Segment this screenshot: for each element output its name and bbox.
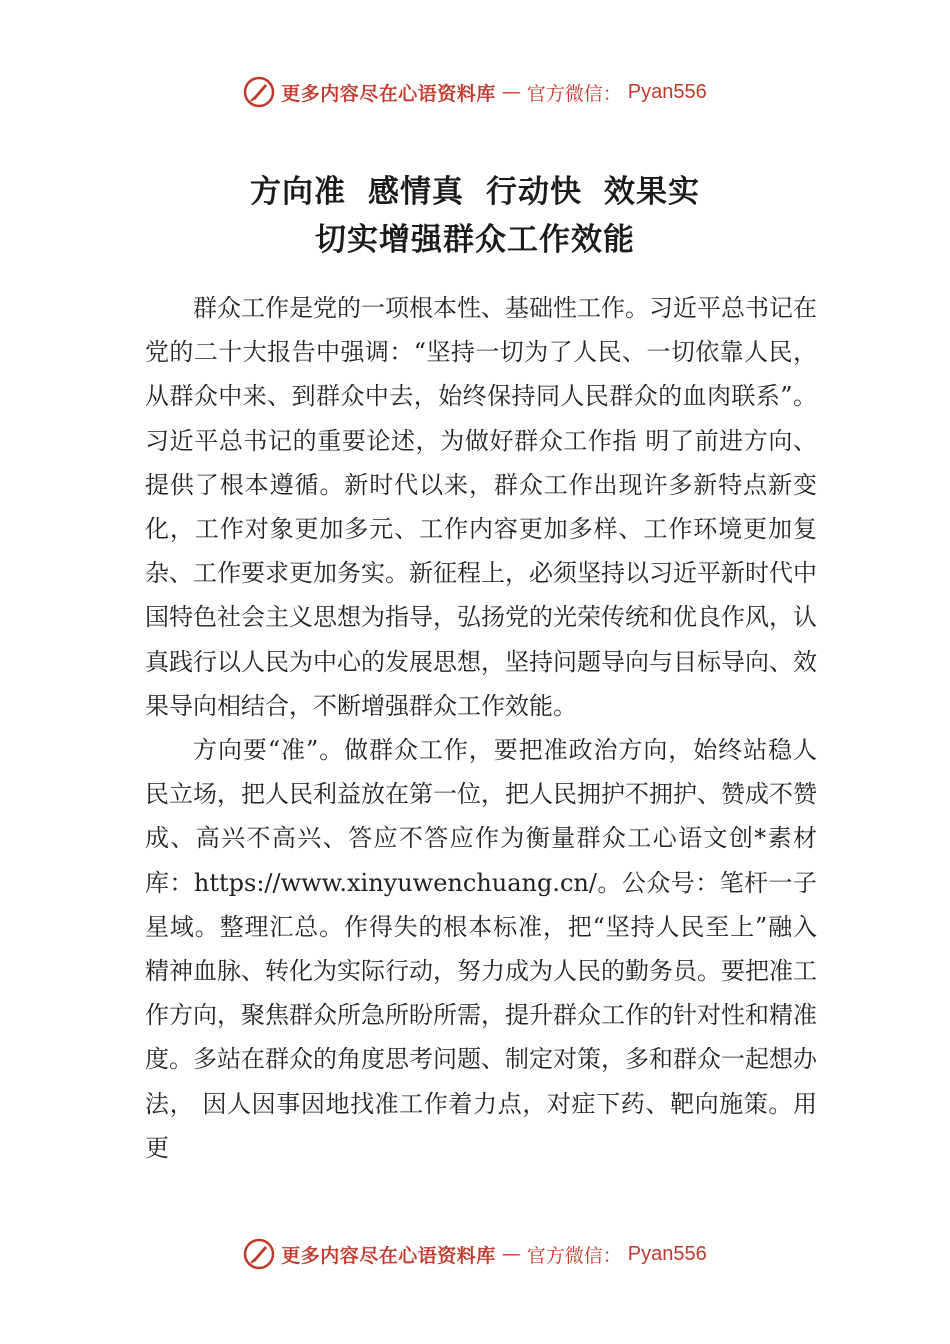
paragraph: 群众工作是党的一项根本性、基础性工作。习近平总书记在党的二十大报告中强调：“坚持一切为了人民、一切依靠人民，从群众中来、到群众中去，始终保持同人民群众的血肉联系”。习近平总书记的重要论述，为做好群众工作指 明了前进方向、提供了根本遵循。新时代以来，群众工作出现许多新特点新变化，工作对象更加多元、工作内容更加多样、工作环境更加复杂、工作要求更加务实。新征程上，必须坚持以习近平新时代中国特色社会主义思想为指导，弘扬党的光荣传统和优良作风，认真践行以人民为中心的发展思想，坚持问题导向与目标导向、效果导向相结合，不断增强群众工作效能。 [145,294,817,720]
title-part: 感情真 [368,174,464,210]
banner-brand: 更多内容尽在心语资料库 [281,1244,496,1267]
title-part: 效果实 [604,174,700,210]
banner-wechat-id: Pyan556 [627,80,707,103]
quill-logo-icon [243,1238,275,1270]
footer-banner [0,1232,950,1276]
banner-separator: — [501,81,521,103]
banner-wechat-label: 官方微信： [526,82,622,105]
banner-brand: 更多内容尽在心语资料库 [281,82,496,105]
banner-wechat-label: 官方微信： [526,1244,622,1267]
title-part: 行动快 [486,174,582,210]
banner-wechat-id: Pyan556 [627,1242,707,1265]
title-part: 方向准 [250,174,346,210]
article-body [145,286,817,1170]
page-title-line1 [0,166,950,211]
header-banner [0,70,950,114]
paragraph: 方向要“准”。做群众工作，要把准政治方向，始终站稳人民立场，把人民利益放在第一位，把人民拥护不拥护、赞成不赞成、高兴不高兴、答应不答应作为衡量群众工心语文创*素材库：https://www.xinyuwenchuang.cn/。公众号：笔杆一子星域。整理汇总。作得失的根本标准，把“坚持人民至上”融入精神血脉、转化为实际行动，努力成为人民的勤务员。要把准工作方向，聚焦群众所急所盼所需，提升群众工作的针对性和精准度。多站在群众的角度思考问题、制定对策，多和群众一起想办法， 因人因事因地找准工作着力点，对症下药、靶向施策。用更 [145,736,817,1162]
page-title-line2: 切实增强群众工作效能 [315,222,635,258]
banner-separator: — [501,1243,521,1265]
quill-logo-icon [243,76,275,108]
